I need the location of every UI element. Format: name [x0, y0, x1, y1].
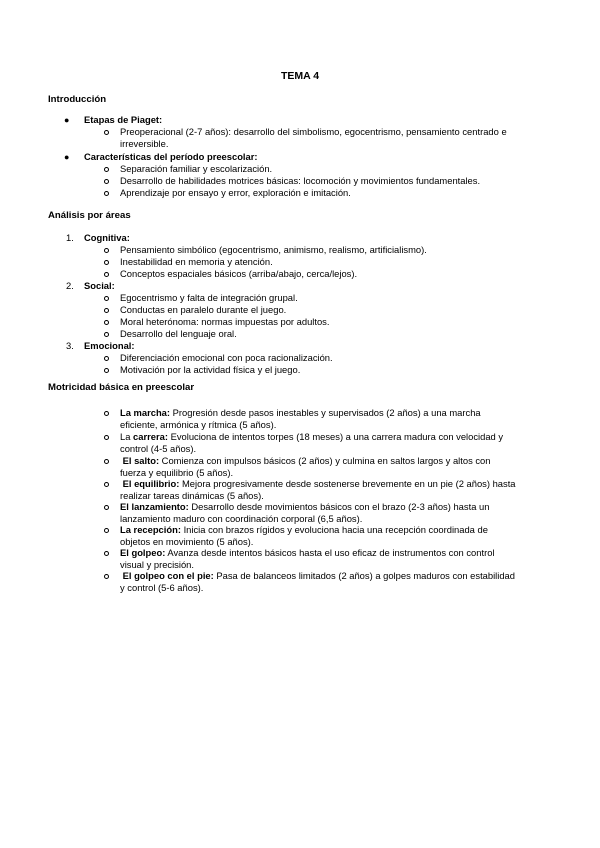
bullet-circle	[104, 332, 109, 337]
list-item: Conceptos espaciales básicos (arriba/abajo, cerca/lejos).	[120, 268, 358, 279]
list-number: 1.	[66, 232, 74, 243]
motor-item-cont: lanzamiento maduro con coordinación corporal (6,5 años).	[120, 513, 363, 524]
list-item: irreversible.	[120, 138, 169, 149]
motor-item: El salto: Comienza con impulsos básicos (2 años) y culmina en saltos largos y altos con	[120, 455, 491, 466]
bullet-circle	[104, 459, 109, 464]
motor-item: La carrera: Evoluciona de intentos torpes (18 meses) a una carrera madura con velocidad y	[120, 431, 504, 442]
list-item: Egocentrismo y falta de integración grupal.	[120, 292, 298, 303]
list-item: Diferenciación emocional con poca racionalización.	[120, 352, 333, 363]
bullet-disc: ●	[64, 115, 70, 125]
bullet-circle	[104, 179, 109, 184]
list-item: Motivación por la actividad física y el juego.	[120, 364, 301, 375]
motor-item: La marcha: Progresión desde pasos inestables y supervisados (2 años) a una marcha	[120, 407, 481, 418]
motor-item-cont: visual y precisión.	[120, 559, 194, 570]
list-number: 2.	[66, 280, 74, 291]
bullet-circle	[104, 272, 109, 277]
list-item: Desarrollo del lenguaje oral.	[120, 328, 237, 339]
motor-item-cont: eficiente, armónica y rítmica (5 años).	[120, 419, 277, 430]
section-heading-intro: Introducción	[48, 94, 107, 105]
bullet-circle	[104, 191, 109, 196]
emocional-label: Emocional:	[84, 340, 135, 351]
preescolar-label: Características del período preescolar:	[84, 151, 258, 162]
list-item: Separación familiar y escolarización.	[120, 163, 273, 174]
document-title: TEMA 4	[280, 70, 320, 82]
list-item: Inestabilidad en memoria y atención.	[120, 256, 273, 267]
bullet-circle	[104, 356, 109, 361]
cognitiva-label: Cognitiva:	[84, 232, 130, 243]
bullet-circle	[104, 505, 109, 510]
bullet-circle	[104, 551, 109, 556]
list-number: 3.	[66, 340, 74, 351]
list-item: Conductas en paralelo durante el juego.	[120, 304, 287, 315]
section-heading-areas: Análisis por áreas	[48, 210, 131, 221]
list-item: Aprendizaje por ensayo y error, exploración e imitación.	[120, 187, 351, 198]
bullet-circle	[104, 368, 109, 373]
bullet-circle	[104, 130, 109, 135]
piaget-label: Etapas de Piaget:	[84, 114, 163, 125]
motor-item-cont: fuerza y equilibrio (5 años).	[120, 467, 234, 478]
motor-item: El golpeo con el pie: Pasa de balanceos limitados (2 años) a golpes maduros con estabilidad	[120, 570, 515, 581]
motor-item-cont: control (4-5 años).	[120, 443, 197, 454]
list-item: Preoperacional (2-7 años): desarrollo del simbolismo, egocentrismo, pensamiento centrado e	[120, 126, 507, 137]
motor-item: El equilibrio: Mejora progresivamente desde sostenerse brevemente en un pie (2 años) hasta	[120, 478, 516, 489]
motor-item-cont: objetos en movimiento (5 años).	[120, 536, 254, 547]
motor-item-cont: y control (5-6 años).	[120, 582, 204, 593]
list-item: Pensamiento simbólico (egocentrismo, animismo, realismo, artificialismo).	[120, 244, 427, 255]
section-heading-motricidad: Motricidad básica en preescolar	[48, 382, 195, 393]
bullet-disc: ●	[64, 152, 70, 162]
bullet-circle	[104, 411, 109, 416]
list-item: Moral heterónoma: normas impuestas por adultos.	[120, 316, 330, 327]
motor-item: La recepción: Inicia con brazos rígidos y evoluciona hacia una recepción coordinada de	[120, 524, 488, 535]
bullet-circle	[104, 308, 109, 313]
motor-item-cont: realizar tareas dinámicas (5 años).	[120, 490, 264, 501]
bullet-circle	[104, 435, 109, 440]
social-label: Social:	[84, 280, 115, 291]
bullet-circle	[104, 248, 109, 253]
bullet-circle	[104, 528, 109, 533]
motor-item: El lanzamiento: Desarrollo desde movimientos básicos con el brazo (2-3 años) hasta un	[120, 501, 490, 512]
bullet-circle	[104, 320, 109, 325]
bullet-circle	[104, 260, 109, 265]
list-item: Desarrollo de habilidades motrices básicas: locomoción y movimientos fundamentales.	[120, 175, 481, 186]
bullet-circle	[104, 482, 109, 487]
bullet-circle	[104, 296, 109, 301]
bullet-circle	[104, 167, 109, 172]
motor-item: El golpeo: Avanza desde intentos básicos hasta el uso eficaz de instrumentos con control	[120, 547, 495, 558]
bullet-circle	[104, 574, 109, 579]
